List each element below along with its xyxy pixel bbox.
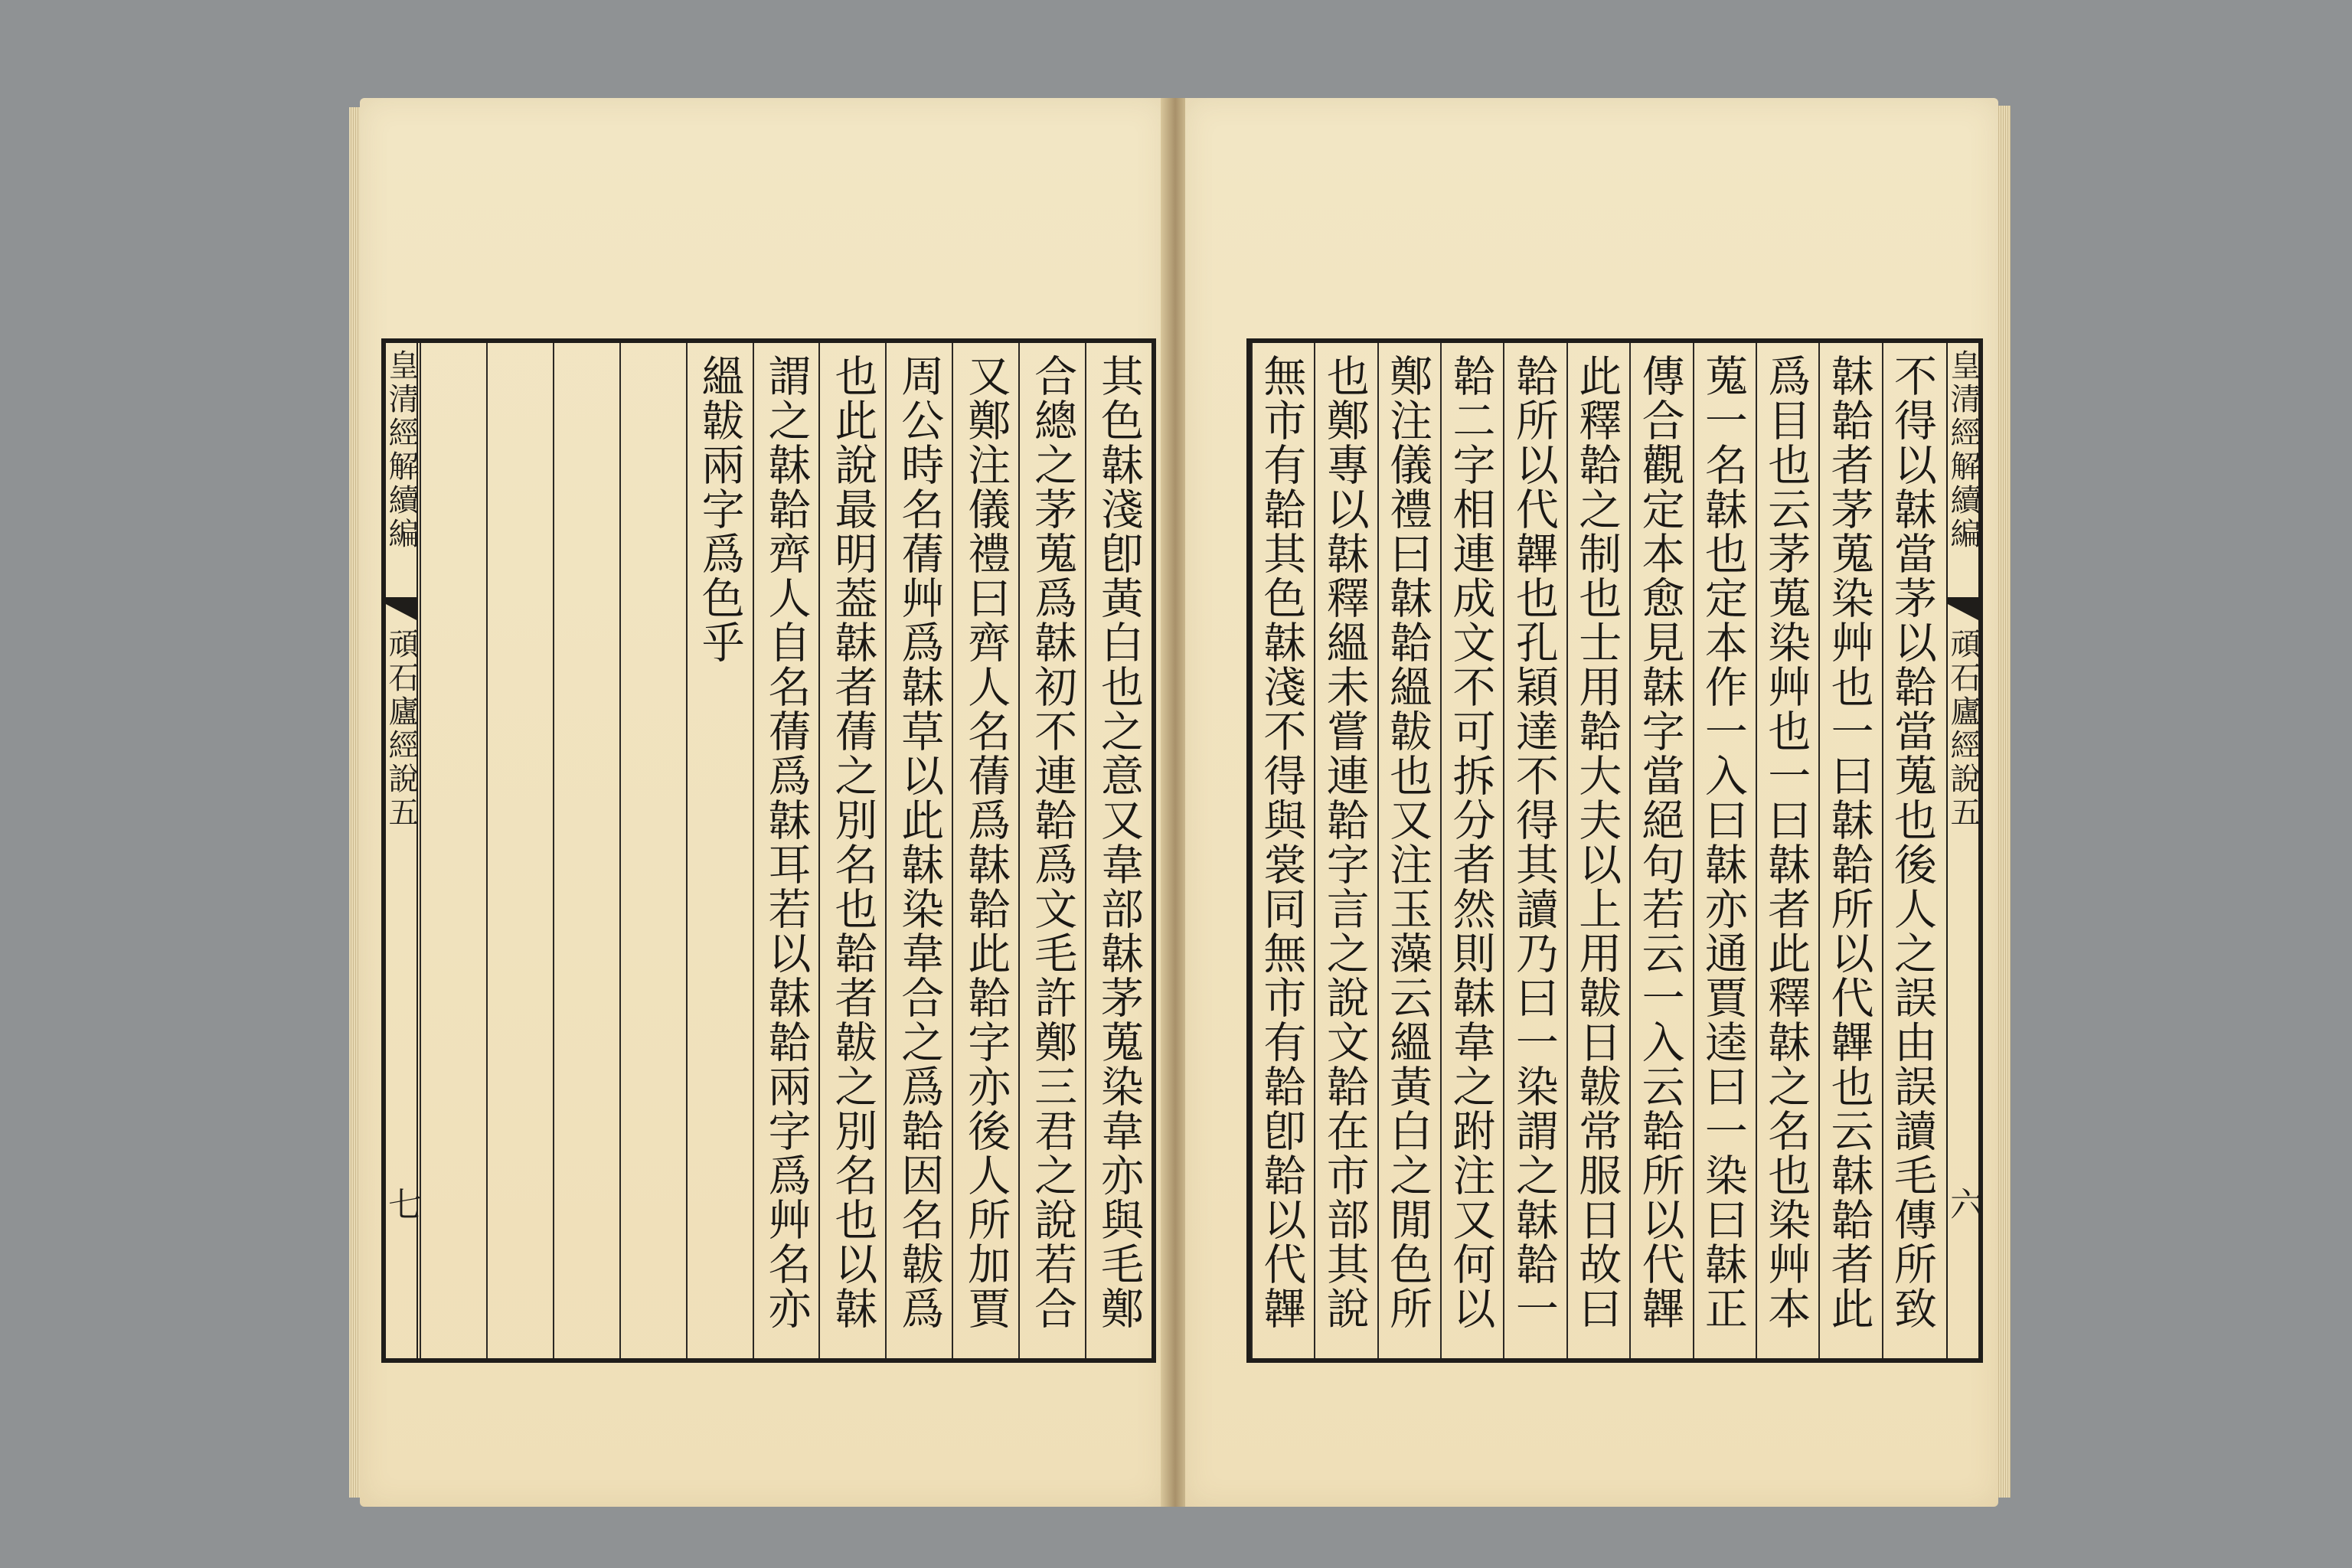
text-column: 也鄭專以韎釋縕未嘗連韐字言之說文韐在市部其說	[1314, 343, 1377, 1358]
text-column	[486, 343, 553, 1358]
right-page	[1185, 98, 1998, 1507]
text-column: 鄭注儀禮曰韎韐縕韍也又注玉藻云縕黃白之閒色所	[1377, 343, 1440, 1358]
text-column: 不得以韎當茅以韐當蒐也後人之誤由誤讀毛傳所致	[1882, 343, 1945, 1358]
left-fold-column	[382, 343, 421, 1358]
text-column: 合總之茅蒐爲韎初不連韐爲文毛許鄭三君之說若合	[1018, 343, 1085, 1358]
text-column: 韐二字相連成文不可拆分者然則韎韋之跗注又何以	[1440, 343, 1503, 1358]
right-text-columns	[1251, 343, 1945, 1358]
text-column: 蒐一名韎也定本作一入曰韎亦通賈逵曰一染曰韎正	[1693, 343, 1756, 1358]
text-column: 傳合觀定本愈見韎字當絕句若云一入云韐所以代韠	[1629, 343, 1692, 1358]
text-column: 其色韎淺卽黃白也之意又韋部韎茅蒐染韋亦與毛鄭	[1085, 343, 1152, 1358]
text-column: 無市有韐其色韎淺不得與裳同無市有韐卽韐以代韠	[1251, 343, 1314, 1358]
text-column: 此釋韐之制也士用韐大夫以上用韍日韍常服日故曰	[1566, 343, 1629, 1358]
section-title: 頑石廬經說五	[1945, 628, 1981, 830]
left-text-columns	[420, 343, 1152, 1358]
left-page-frame	[381, 338, 1156, 1363]
open-book	[360, 98, 1998, 1507]
page-edge-right	[1997, 106, 2011, 1498]
text-column: 也此說最明葢韎者蒨之別名也韐者韍之別名也以韎	[818, 343, 885, 1358]
text-column: 縕韍兩字爲色乎	[686, 343, 753, 1358]
series-title: 皇清經解續編	[1945, 349, 1981, 551]
folio-number: 七	[382, 1187, 421, 1220]
text-column	[553, 343, 619, 1358]
fish-tail-mark	[1948, 597, 1978, 620]
right-page-frame	[1246, 338, 1983, 1363]
text-column: 韎韐者茅蒐染艸也一曰韎韐所以代韠也云韎韐者此	[1818, 343, 1881, 1358]
left-page	[360, 98, 1165, 1507]
right-fold-column	[1944, 343, 1983, 1358]
text-column: 爲目也云茅蒐染艸也一曰韎者此釋韎之名也染艸本	[1756, 343, 1818, 1358]
text-column: 又鄭注儀禮曰齊人名蒨爲韎韐此韐字亦後人所加賈	[952, 343, 1018, 1358]
series-title: 皇清經解續編	[384, 349, 419, 551]
section-title: 頑石廬經說五	[384, 628, 419, 830]
folio-number: 六	[1944, 1187, 1983, 1220]
text-column: 韐所以代韠也孔穎達不得其讀乃曰一染謂之韎韐一	[1503, 343, 1566, 1358]
fish-tail-mark	[386, 597, 416, 620]
text-column: 周公時名蒨艸爲韎草以此韎染韋合之爲韐因名韍爲	[885, 343, 952, 1358]
text-column	[420, 343, 486, 1358]
text-column	[619, 343, 686, 1358]
text-column: 謂之韎韐齊人自名蒨爲韎耳若以韎韐兩字爲艸名亦	[753, 343, 819, 1358]
